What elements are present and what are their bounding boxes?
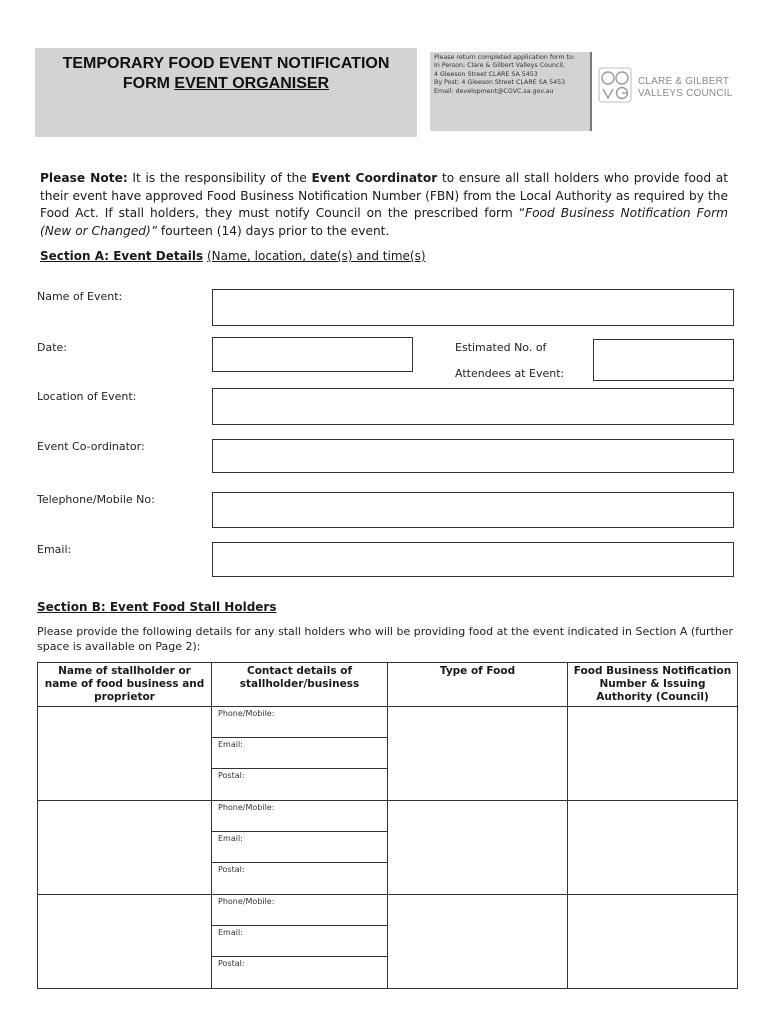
form-title-line1: TEMPORARY FOOD EVENT NOTIFICATION (62, 55, 390, 72)
telephone-label: Telephone/Mobile No: (37, 493, 155, 506)
coordinator-input[interactable] (212, 439, 734, 473)
table-row (38, 895, 738, 989)
email-label: Email: (218, 928, 243, 937)
column-header-contact: Contact details of stallholder/business (212, 663, 388, 707)
date-input[interactable] (212, 337, 413, 372)
section-b-title: Section B: Event Food Stall Holders (37, 600, 277, 614)
email-label: Email: (218, 740, 243, 749)
contact-details-cell (212, 895, 388, 989)
postal-field[interactable] (212, 957, 387, 988)
fbn-cell[interactable] (568, 801, 738, 895)
return-line: In Person: Clare & Gilbert Valleys Council, (434, 62, 565, 70)
date-label: Date: (37, 341, 67, 354)
phone-label: Phone/Mobile: (218, 709, 275, 718)
note-lead: Please Note: (40, 171, 128, 185)
coordinator-label: Event Co-ordinator: (37, 440, 145, 453)
attendees-label-line2: Attendees at Event: (455, 367, 565, 380)
phone-field[interactable] (212, 801, 387, 832)
food-type-cell[interactable] (388, 801, 568, 895)
return-line: 4 Gleeson Street CLARE SA 5453 (434, 70, 538, 78)
return-instructions (430, 52, 592, 131)
postal-label: Postal: (218, 959, 245, 968)
fbn-cell[interactable] (568, 895, 738, 989)
return-line: Email: development@CGVC.sa.gov.au (434, 87, 554, 95)
postal-field[interactable] (212, 769, 387, 800)
table-row (38, 801, 738, 895)
phone-field[interactable] (212, 707, 387, 738)
section-a-title: Section A: Event Details (40, 249, 204, 263)
postal-label: Postal: (218, 771, 245, 780)
attendees-input[interactable] (593, 339, 734, 381)
stallholder-name-cell[interactable] (38, 801, 212, 895)
column-header-fbn: Food Business Notification Number & Issuing Authority (Council) (568, 663, 738, 707)
event-name-input[interactable] (212, 289, 734, 326)
email-field[interactable] (212, 832, 387, 863)
form-title (35, 54, 417, 94)
section-a-heading (40, 248, 426, 264)
column-header-stallholder: Name of stallholder or name of food business and proprietor (38, 663, 212, 707)
location-label: Location of Event: (37, 390, 137, 403)
logo-text-line2: VALLEYS COUNCIL (638, 88, 733, 99)
note-text: to ensure all stall holders who provide food at their event have approved Food Business Notification Number (FBN) from the Local Authority as required by the Food Act. If stall holders, they must notify Council on the prescribed form “ (40, 171, 729, 220)
fbn-cell[interactable] (568, 707, 738, 801)
table-row (38, 707, 738, 801)
event-name-label: Name of Event: (37, 290, 123, 303)
section-b-description: Please provide the following details for any stall holders who will be providing food at the event indicated in Section A (further space is available on Page 2): (37, 625, 734, 653)
note-bold: Event Coordinator (311, 171, 438, 185)
please-note-paragraph (40, 170, 728, 240)
email-field[interactable] (212, 926, 387, 957)
form-title-block (35, 48, 417, 137)
note-text: fourteen (14) days prior to the event. (157, 223, 390, 238)
phone-field[interactable] (212, 895, 387, 926)
location-input[interactable] (212, 388, 734, 425)
email-input[interactable] (212, 542, 734, 577)
stallholder-name-cell[interactable] (38, 707, 212, 801)
email-label: Email: (218, 834, 243, 843)
council-logo-mark-icon (598, 67, 632, 103)
attendees-label-line1: Estimated No. of (455, 341, 547, 354)
telephone-input[interactable] (212, 492, 734, 528)
return-line: Please return completed application form to: (434, 54, 575, 61)
postal-field[interactable] (212, 863, 387, 894)
food-type-cell[interactable] (388, 707, 568, 801)
contact-details-cell (212, 707, 388, 801)
section-a-subtitle: (Name, location, date(s) and time(s) (206, 249, 426, 263)
email-label: Email: (37, 543, 72, 556)
form-title-prefix: FORM (122, 75, 175, 92)
form-title-line2 (35, 74, 417, 94)
column-header-food-type: Type of Food (388, 663, 568, 707)
stallholders-table (37, 662, 738, 989)
council-logo (598, 67, 738, 107)
table-header-row (38, 663, 738, 707)
phone-label: Phone/Mobile: (218, 803, 275, 812)
postal-label: Postal: (218, 865, 245, 874)
email-field[interactable] (212, 738, 387, 769)
return-line: By Post: 4 Gleeson Street CLARE SA 5453 (434, 79, 566, 87)
food-type-cell[interactable] (388, 895, 568, 989)
logo-text-line1: CLARE & GILBERT (638, 76, 730, 87)
section-b-heading (37, 599, 276, 615)
form-title-underlined: EVENT ORGANISER (174, 75, 330, 92)
phone-label: Phone/Mobile: (218, 897, 275, 906)
note-text: It is the responsibility of the (127, 171, 312, 185)
contact-details-cell (212, 801, 388, 895)
council-logo-text (638, 76, 733, 100)
note-italic: Food Business Notification Form (New or Changed)” (40, 206, 729, 238)
stallholder-name-cell[interactable] (38, 895, 212, 989)
